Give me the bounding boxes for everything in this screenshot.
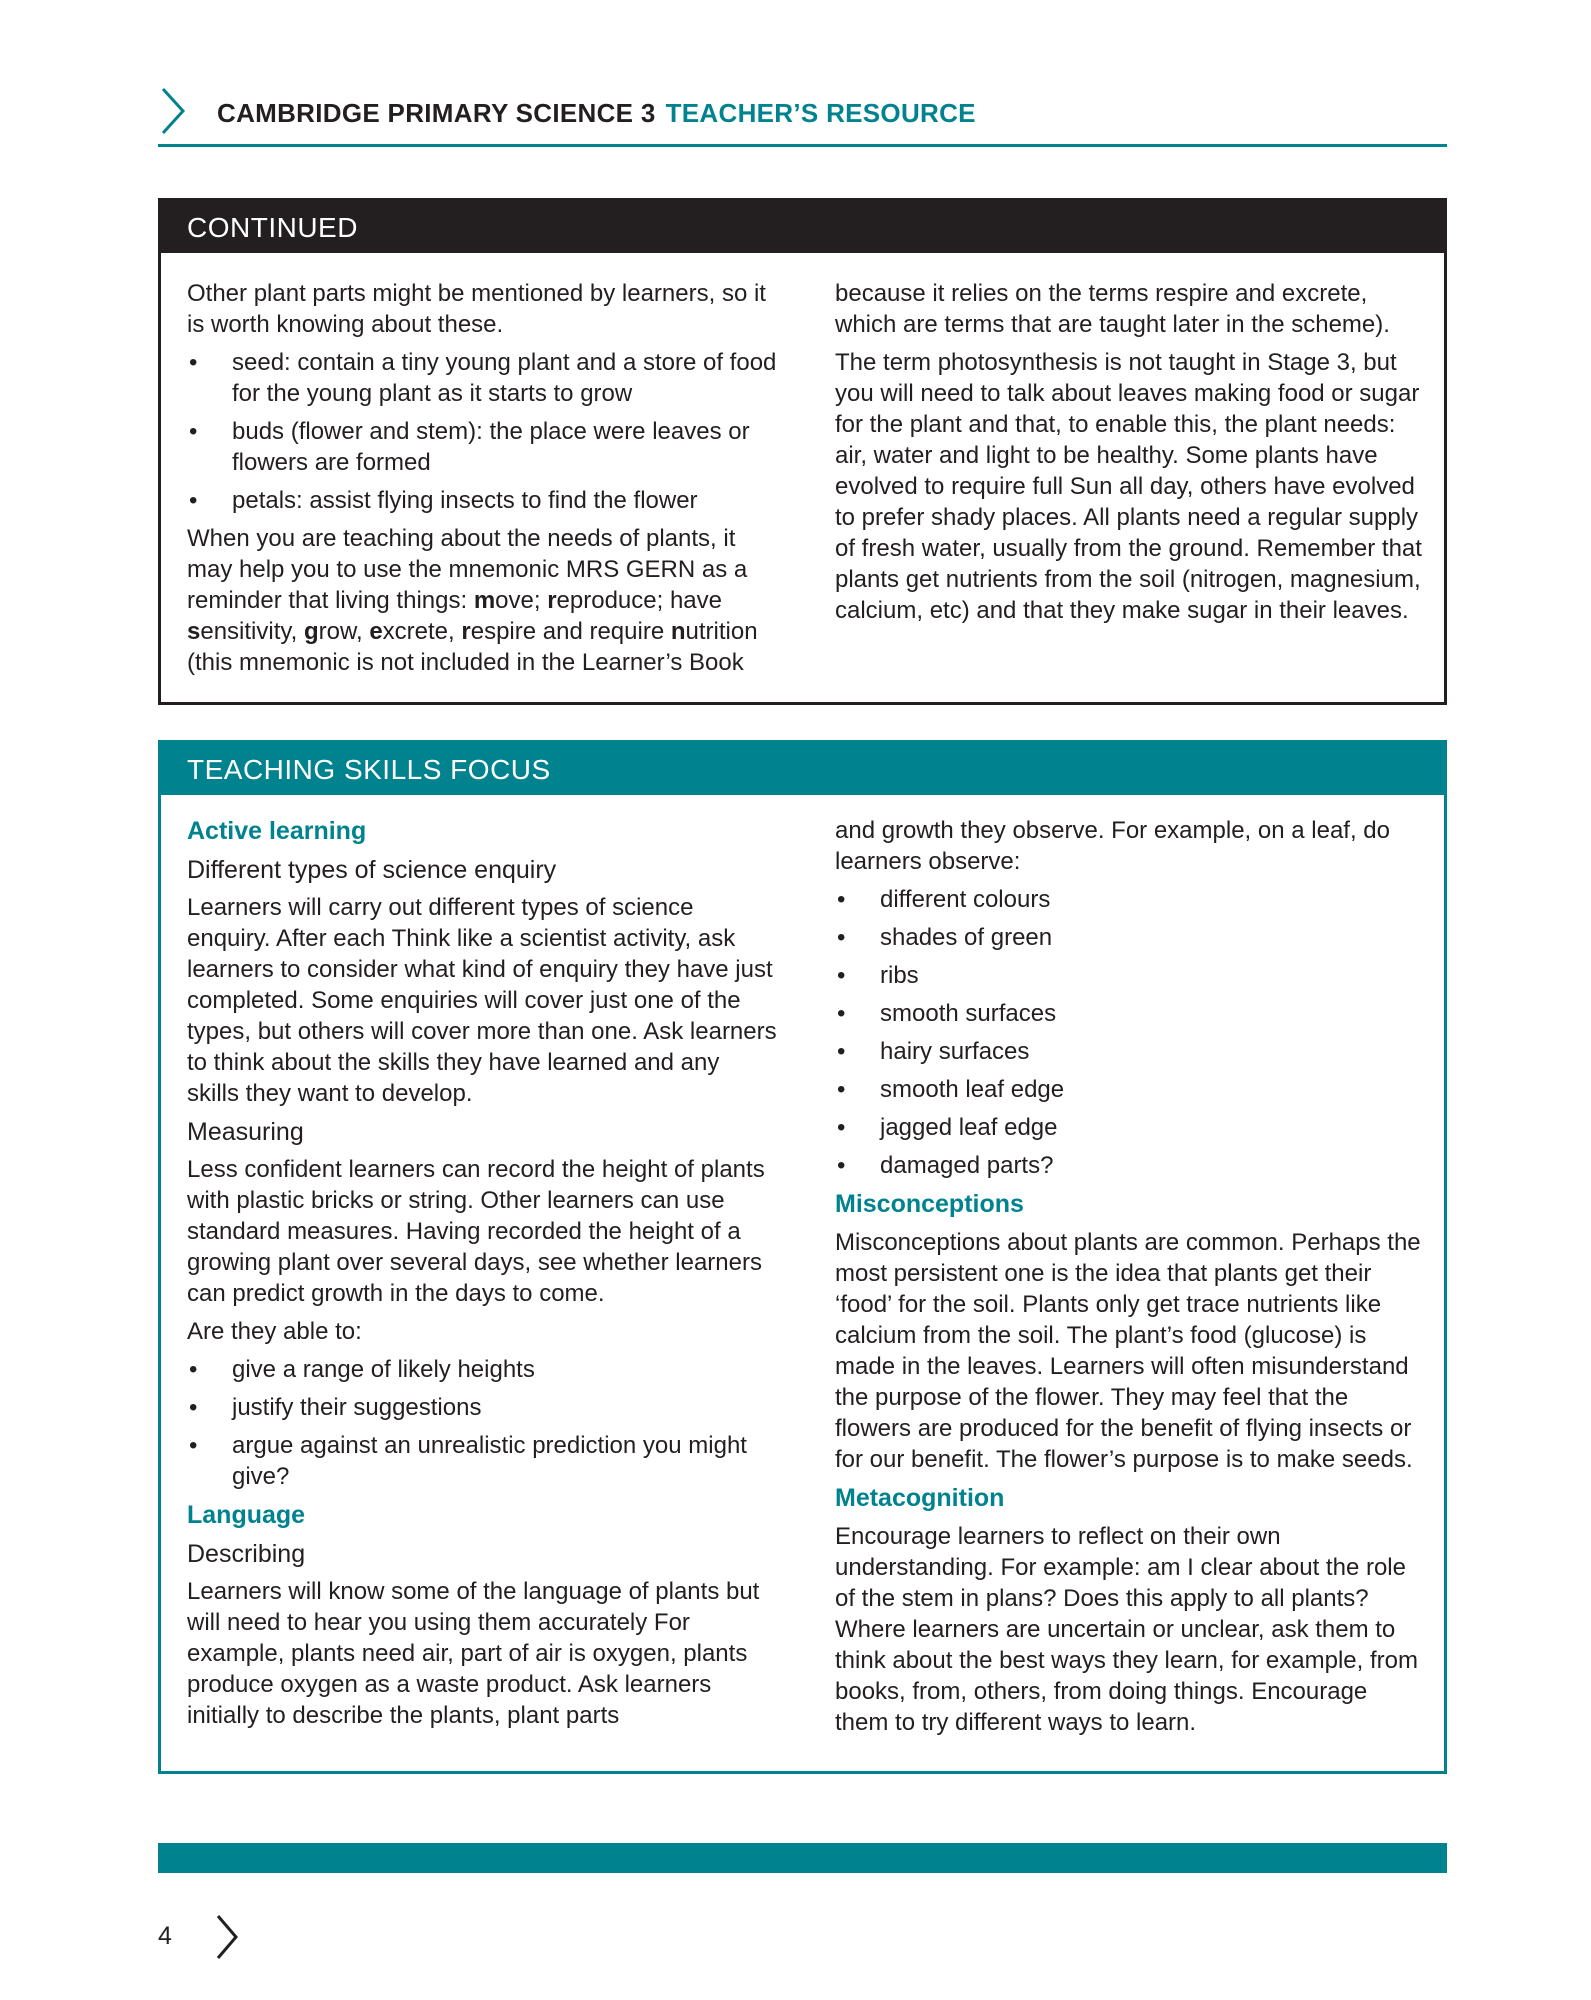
list-item: • give a range of likely heights [187,1354,777,1385]
list-item: • argue against an unrealistic prediction you might give? [187,1430,777,1492]
describing-subheading: Describing [187,1540,306,1568]
ability-list [187,1354,777,1492]
list-item: • ribs [835,960,1425,991]
list-item: • smooth leaf edge [835,1074,1425,1105]
book-series-title: CAMBRIDGE PRIMARY SCIENCE 3 [217,98,656,128]
continued-box [158,198,1447,705]
page-header [158,86,1447,148]
misconceptions-paragraph: Misconceptions about plants are common. Perhaps the most persistent one is the idea that plants get their ‘food’ for the soil. Plants only get trace nutrients like calcium from the soil. The plant’s food (glucose) is made in the leaves. Learners will often misunderstand the purpose of the flower. They may feel that the flowers are produced for the benefit of flying insects or for our benefit. The flower’s purpose is to make seeds. [835,1229,1421,1473]
list-item: • petals: assist flying insects to find the flower [187,485,777,516]
teaching-right-column [835,815,1425,1745]
language-heading: Language [187,1501,306,1529]
enquiry-subheading: Different types of science enquiry [187,856,557,884]
plant-parts-list [187,347,777,516]
list-item: • justify their suggestions [187,1392,777,1423]
continued-columns [161,278,1444,718]
continued-right-paragraph-1: because it relies on the terms respire and excrete, which are terms that are taught later in the scheme). [835,280,1390,338]
list-item: • shades of green [835,922,1425,953]
teaching-skills-box [158,740,1447,1774]
list-item: • buds (flower and stem): the place were leaves or flowers are formed [187,416,777,478]
footer-bar [158,1843,1447,1873]
teaching-columns [161,815,1444,1775]
continued-right-column [835,278,1425,633]
measuring-paragraph: Less confident learners can record the height of plants with plastic bricks or string. Other learners can use standard measures. Having recorded the height of a growing plant over several days, see whether learners can predict growth in the days to come. [187,1156,765,1307]
photosynthesis-paragraph: The term photosynthesis is not taught in Stage 3, but you will need to talk about leaves making food or sugar for the plant and that, to enable this, the plant needs: air, water and light to be healthy. Some plants have evolved to require full Sun all day, others have evolved to prefer shady places. All plants need a regular supply of fresh water, usually from the ground. Remember that plants get nutrients from the soil (nitrogen, magnesium, calcium, etc) and that they make sugar in their leaves. [835,349,1422,624]
chevron-right-icon [213,1913,241,1961]
teaching-skills-heading: TEACHING SKILLS FOCUS [161,743,1444,795]
continued-left-column [187,278,777,685]
describing-paragraph: Learners will know some of the language of plants but will need to hear you using them accurately For example, plants need air, part of air is oxygen, plants produce oxygen as a waste product. Ask learners initially to describe the plants, plant parts [187,1578,760,1729]
metacognition-heading: Metacognition [835,1484,1005,1512]
list-item: • damaged parts? [835,1150,1425,1181]
metacognition-paragraph: Encourage learners to reflect on their own understanding. For example: am I clear about the role of the stem in plans? Does this apply to all plants? Where learners are uncertain or unclear, ask them to think about the best ways they learn, for example, from books, from, others, from doing things. Encourage them to try different ways to learn. [835,1523,1418,1736]
list-item: • smooth surfaces [835,998,1425,1029]
book-subtitle: TEACHER’S RESOURCE [665,98,976,128]
continued-heading: CONTINUED [161,201,1444,253]
enquiry-paragraph: Learners will carry out different types of science enquiry. After each Think like a scientist activity, ask learners to consider what kind of enquiry they have just completed. Some enquiries will cover just one of the types, but others will cover more than one. Ask learners to think about the skills they have learned and any skills they want to develop. [187,894,777,1107]
list-item: • different colours [835,884,1425,915]
list-item: • jagged leaf edge [835,1112,1425,1143]
active-learning-heading: Active learning [187,817,367,845]
able-to-paragraph: Are they able to: [187,1318,362,1345]
page-number: 4 [158,1922,172,1950]
leaf-observation-list [835,884,1425,1181]
misconceptions-heading: Misconceptions [835,1190,1024,1218]
list-item: • hairy surfaces [835,1036,1425,1067]
mnemonic-paragraph: When you are teaching about the needs of plants, it may help you to use the mnemonic MRS GERN as a reminder that living things: move; reproduce; have sensitivity, grow, excrete, respire and require nutrition (this mnemonic is not included in the Learner’s Book [187,525,758,676]
header-rule [158,144,1447,147]
book-title [217,98,976,129]
growth-paragraph: and growth they observe. For example, on a leaf, do learners observe: [835,817,1390,875]
list-item: • seed: contain a tiny young plant and a store of food for the young plant as it starts to grow [187,347,777,409]
chevron-right-icon [158,86,188,136]
measuring-subheading: Measuring [187,1118,304,1146]
teaching-left-column [187,815,777,1738]
continued-intro: Other plant parts might be mentioned by learners, so it is worth knowing about these. [187,280,766,338]
